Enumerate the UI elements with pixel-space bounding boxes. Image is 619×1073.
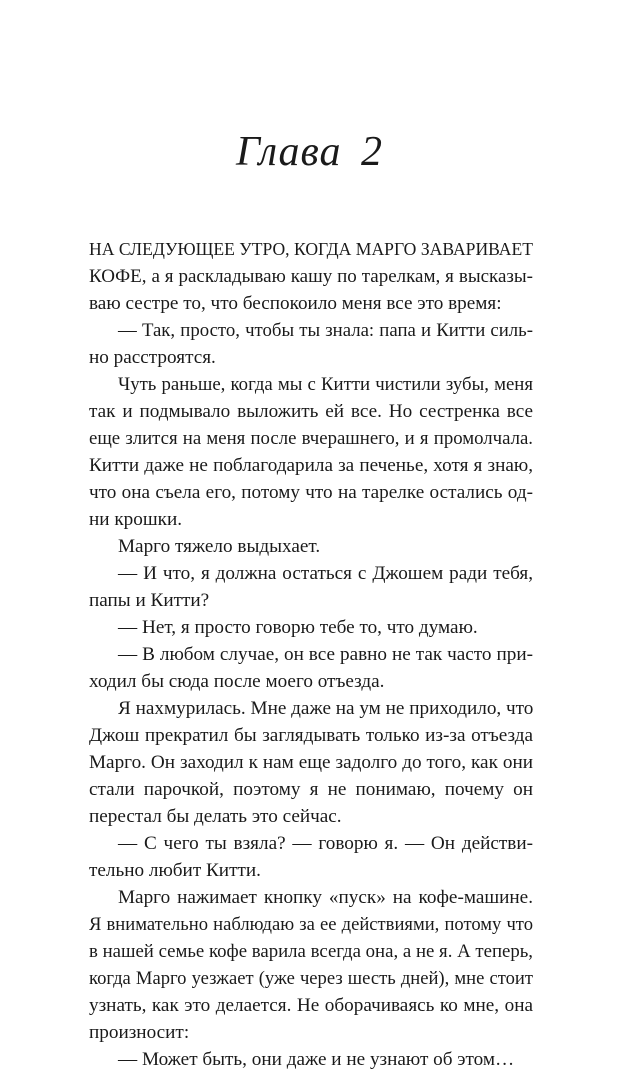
text-line: еще злится на меня после вчерашнего, и я промолчала.	[89, 428, 533, 449]
text-line: но расстроятся.	[89, 347, 216, 368]
text-line: что она съела его, потому что на тарелке остались од-	[89, 482, 533, 503]
text-line: — И что, я должна остаться с Джошем ради тебя,	[118, 563, 533, 584]
text-line: ни крошки.	[89, 509, 183, 530]
text-line: Марго тяжело выдыхает.	[118, 536, 321, 557]
text-line: в нашей семье кофе варила всегда она, а не я. А теперь,	[89, 941, 533, 962]
text-line: Я внимательно наблюдаю за ее действиями, потому что	[89, 914, 533, 935]
text-line: — Так, просто, чтобы ты знала: папа и Китти силь-	[118, 320, 533, 341]
text-line: так и подмывало выложить ей все. Но сестренка все	[89, 401, 533, 422]
text-line: Я нахмурилась. Мне даже на ум не приходило, что	[118, 698, 533, 719]
chapter-body	[89, 236, 533, 1073]
text-line: — С чего ты взяла? — говорю я. — Он действи-	[118, 833, 533, 854]
text-line: перестал бы делать это сейчас.	[89, 806, 342, 827]
chapter-title: Глава 2	[236, 129, 383, 175]
text-line: Марго нажимает кнопку «пуск» на кофе-машине.	[118, 887, 533, 908]
text-line: Чуть раньше, когда мы с Китти чистили зубы, меня	[118, 374, 533, 395]
text-line: ходил бы сюда после моего отъезда.	[89, 671, 385, 692]
text-line: Китти даже не поблагодарила за печенье, хотя я знаю,	[89, 455, 533, 476]
text-line: когда Марго уезжает (уже через шесть дней), мне стоит	[89, 968, 533, 989]
text-line: Джош прекратил бы заглядывать только из-за отъезда	[89, 725, 533, 746]
text-line: тельно любит Китти.	[89, 860, 261, 881]
text-line: произносит:	[89, 1022, 190, 1043]
text-line: узнать, как это делается. Не оборачиваясь ко мне, она	[89, 995, 533, 1016]
text-line: КОФЕ, а я раскладываю кашу по тарелкам, я высказы-	[89, 266, 533, 287]
text-line: — Может быть, они даже и не узнают об этом…	[118, 1049, 515, 1070]
text-line: стали парочкой, поэтому я не понимаю, почему он	[89, 779, 533, 800]
text-line: — В любом случае, он все равно не так часто при-	[118, 644, 533, 665]
text-line: НА СЛЕДУЮЩЕЕ УТРО, КОГДА МАРГО ЗАВАРИВАЕТ	[89, 239, 533, 259]
text-line: ваю сестре то, что беспокоило меня все это время:	[89, 293, 502, 314]
text-line: Марго. Он заходил к нам еще задолго до того, как они	[89, 752, 533, 773]
text-line: — Нет, я просто говорю тебе то, что думаю.	[118, 617, 478, 638]
text-line: папы и Китти?	[89, 590, 210, 611]
